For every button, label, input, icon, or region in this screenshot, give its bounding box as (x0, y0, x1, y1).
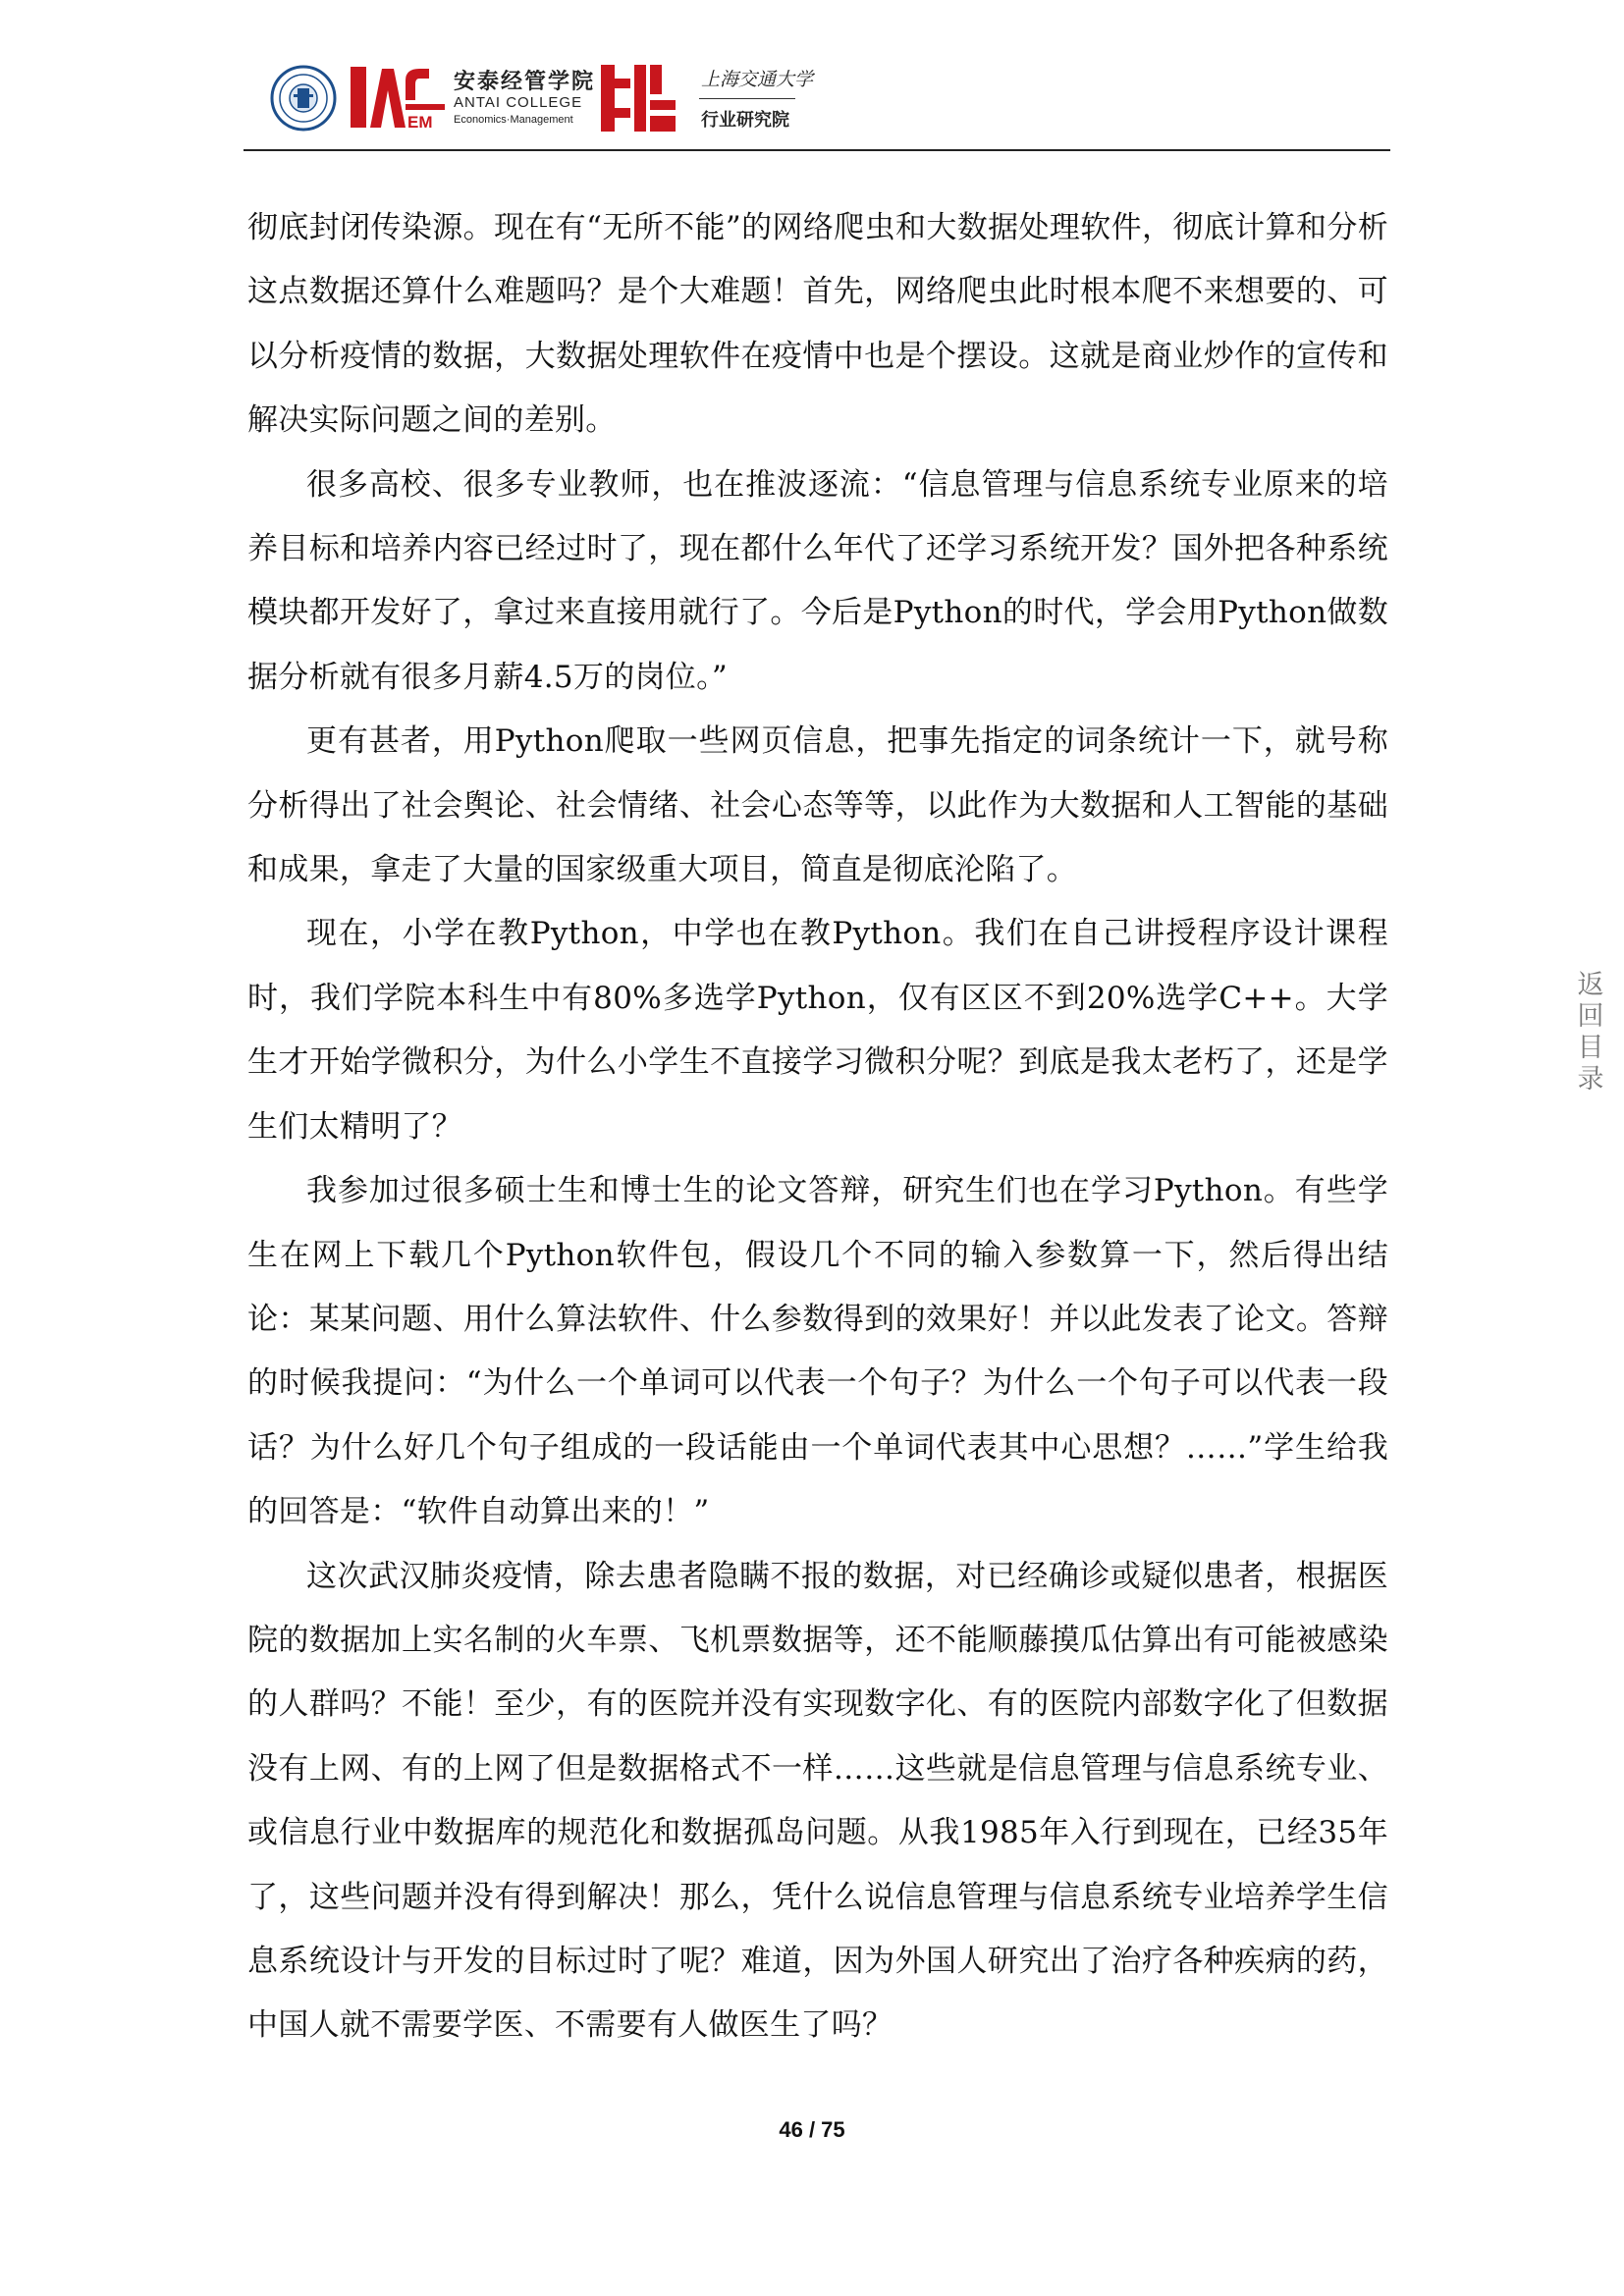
header-rule (244, 149, 1390, 151)
page-number: 46 / 75 (779, 2117, 845, 2142)
college-name-en-sub: Economics·Management (454, 114, 573, 126)
college-name-cn: 安泰经管学院 (454, 70, 596, 94)
side-nav-char: 返 (1577, 970, 1604, 1000)
wordmark-divider (699, 98, 795, 99)
paragraph: 我参加过很多硕士生和博士生的论文答辩，研究生们也在学习Python。有些学生在网上下载几个Python软件包，假设几个不同的输入参数算一下，然后得出结论：某某问题、用什么算法软件、什么参数得到的效果好！并以此发表了论文。答辩的时候我提问：“为什么一个单词可以代表一个句子？为什么一个句子可以代表一段话？为什么好几个句子组成的一段话能由一个单词代表其中心思想？……”学生给我的回答是：“软件自动算出来的！” (247, 1173, 1388, 1530)
back-to-contents-link[interactable] (1573, 970, 1608, 1095)
side-nav-char: 回 (1577, 1001, 1604, 1032)
article-body (247, 196, 1388, 2058)
paragraph: 现在，小学在教Python，中学也在教Python。我们在自己讲授程序设计课程时，我们学院本科生中有80%多选学Python，仅有区区不到20%选学C++。大学生才开始学微积分，为什么小学生不直接学习微积分呢？到底是我太老朽了，还是学生们太精明了？ (247, 916, 1388, 1145)
college-name-en: ANTAI COLLEGE (454, 94, 583, 111)
institute-name-cn: 行业研究院 (701, 110, 789, 131)
institute-wordmark (695, 59, 852, 137)
university-seal-logo (270, 65, 337, 132)
institute-logo (599, 61, 677, 135)
paragraph: 彻底封闭传染源。现在有“无所不能”的网络爬虫和大数据处理软件，彻底计算和分析这点数据还算什么难题吗？是个大难题！首先，网络爬虫此时根本爬不来想要的、可以分析疫情的数据，大数据处理软件在疫情中也是个摆设。这就是商业炒作的宣传和解决实际问题之间的差别。 (247, 210, 1388, 439)
side-nav-char: 录 (1577, 1064, 1604, 1095)
university-name-cn: 上海交通大学 (701, 69, 814, 90)
side-nav-char: 目 (1577, 1033, 1604, 1063)
acem-logo (349, 61, 447, 135)
paragraph: 这次武汉肺炎疫情，除去患者隐瞒不报的数据，对已经确诊或疑似患者，根据医院的数据加上实名制的火车票、飞机票数据等，还不能顺藤摸瓜估算出有可能被感染的人群吗？不能！至少，有的医院并没有实现数字化、有的医院内部数字化了但数据没有上网、有的上网了但是数据格式不一样……这些就是信息管理与信息系统专业、或信息行业中数据库的规范化和数据孤岛问题。从我1985年入行到现在，已经35年了，这些问题并没有得到解决！那么，凭什么说信息管理与信息系统专业培养学生信息系统设计与开发的目标过时了呢？难道，因为外国人研究出了治疗各种疾病的药，中国人就不需要学医、不需要有人做医生了吗？ (247, 1558, 1388, 2044)
page-header (245, 57, 1390, 150)
paragraph: 很多高校、很多专业教师，也在推波逐流：“信息管理与信息系统专业原来的培养目标和培养内容已经过时了，现在都什么年代了还学习系统开发？国外把各种系统模块都开发好了，拿过来直接用就行了。今后是Python的时代，学会用Python做数据分析就有很多月薪4.5万的岗位。” (247, 466, 1388, 695)
paragraph: 更有甚者，用Python爬取一些网页信息，把事先指定的词条统计一下，就号称分析得出了社会舆论、社会情绪、社会心态等等，以此作为大数据和人工智能的基础和成果，拿走了大量的国家级重大项目，简直是彻底沦陷了。 (247, 723, 1388, 888)
svg-text:EM: EM (407, 113, 433, 132)
